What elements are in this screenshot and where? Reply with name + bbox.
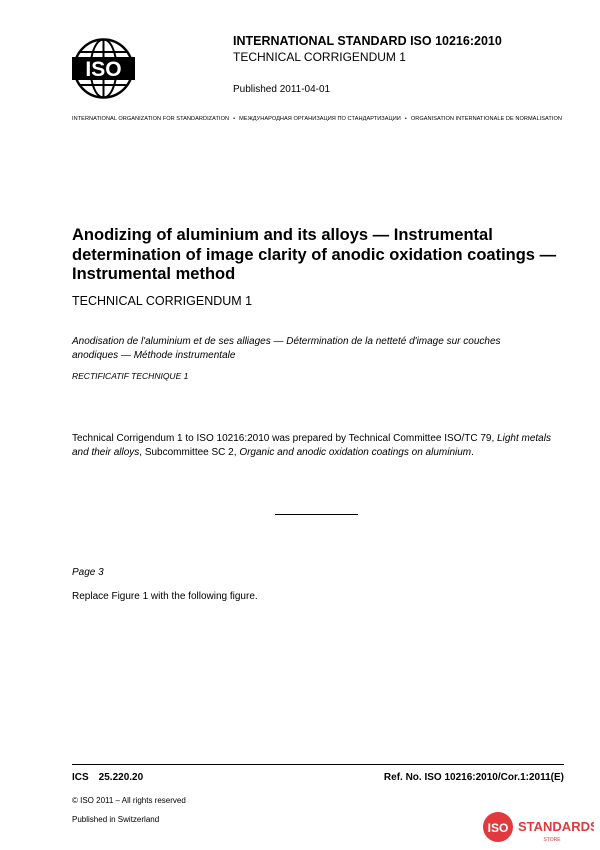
org-english: INTERNATIONAL ORGANIZATION FOR STANDARDIZATION xyxy=(72,116,230,122)
reference-number: Ref. No. ISO 10216:2010/Cor.1:2011(E) xyxy=(383,772,564,783)
store-label: STANDARDS xyxy=(518,819,594,834)
footer-divider xyxy=(72,764,564,765)
corrigendum-label: TECHNICAL CORRIGENDUM 1 xyxy=(233,50,406,64)
org-russian: МЕЖДУНАРОДНАЯ ОРГАНИЗАЦИЯ ПО СТАНДАРТИЗАЦИИ xyxy=(239,116,401,122)
org-separator: • xyxy=(404,116,407,122)
intro-committee-name: Light metals and their alloys xyxy=(72,433,551,458)
intro-text: , Subcommittee SC 2, xyxy=(139,446,240,458)
iso-store-watermark xyxy=(482,811,594,845)
ics-value: 25.220.20 xyxy=(98,772,144,783)
page-reference: Page 3 xyxy=(72,567,104,578)
ics-code xyxy=(72,772,143,783)
store-sub-label: STORE xyxy=(543,837,561,843)
iso-logo xyxy=(72,37,135,100)
ics-label: ICS xyxy=(72,772,89,783)
standard-title: INTERNATIONAL STANDARD ISO 10216:2010 xyxy=(233,34,502,48)
section-divider xyxy=(275,514,358,515)
organization-line xyxy=(72,116,564,122)
printed-location: Published in Switzerland xyxy=(72,815,160,824)
intro-subcommittee-name: Organic and anodic oxidation coatings on aluminium xyxy=(239,446,472,458)
org-separator: • xyxy=(233,116,236,122)
intro-paragraph xyxy=(72,432,552,459)
intro-text: Technical Corrigendum 1 to ISO 10216:2010 was prepared by Technical Committee ISO/TC 79, xyxy=(72,433,498,444)
instruction-text: Replace Figure 1 with the following figure. xyxy=(72,591,258,602)
document-title: Anodizing of aluminium and its alloys — Instrumental determination of image clarity of anodic oxidation coatings — Instrumental method xyxy=(72,226,557,283)
iso-logo-text: ISO xyxy=(85,58,122,81)
org-french: ORGANISATION INTERNATIONALE DE NORMALISATION xyxy=(410,116,562,122)
intro-text: . xyxy=(471,446,474,458)
document-title-fr: Anodisation de l'aluminium et de ses alliages — Détermination de la netteté d'image sur couches anodiques — Méthode instrumentale xyxy=(72,336,501,361)
copyright-notice: © ISO 2011 – All rights reserved xyxy=(72,796,186,805)
store-badge-text: ISO xyxy=(487,821,509,835)
corrigendum-heading-fr: RECTIFICATIF TECHNIQUE 1 xyxy=(72,371,189,381)
published-date: Published 2011-04-01 xyxy=(233,84,331,95)
corrigendum-heading-en: TECHNICAL CORRIGENDUM 1 xyxy=(72,294,253,308)
